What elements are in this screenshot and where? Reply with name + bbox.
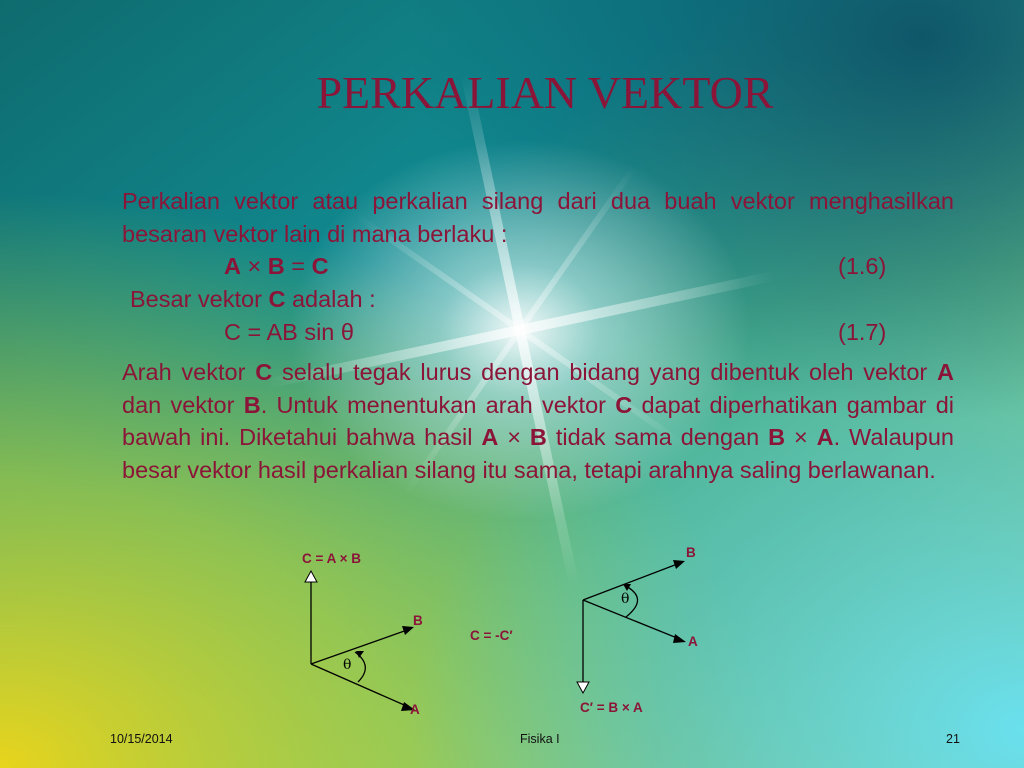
angle-theta-2: θ	[621, 591, 630, 607]
footer-title: Fisika I	[520, 732, 560, 746]
diagram1-a-label: A	[410, 702, 420, 717]
equation-1: A × B = C	[224, 253, 329, 279]
vector-a2-arrowhead	[673, 634, 686, 643]
vector-b2-line	[583, 563, 680, 600]
vector-a2-line	[583, 600, 682, 640]
relation-label: C = -C′	[470, 628, 513, 643]
magnitude-line: Besar vektor C adalah :	[130, 286, 376, 312]
equation-2: C = AB sin θ	[224, 319, 354, 345]
diagram2-c-label: C′ = B × A	[580, 700, 643, 715]
diagram2-a-label: A	[688, 634, 698, 649]
footer-date: 10/15/2014	[110, 732, 173, 746]
vector-c-prime-arrowhead	[577, 682, 589, 693]
equation-2-number: (1.7)	[838, 319, 887, 345]
diagram1-b-label: B	[413, 613, 423, 628]
intro-paragraph: Perkalian vektor atau perkalian silang dari dua buah vektor menghasilkan besaran vektor lain di mana berlaku :	[122, 188, 954, 247]
angle-arc-2-arrowhead	[623, 584, 631, 591]
slide-title: PERKALIAN VEKTOR	[316, 67, 774, 118]
vector-b2-arrowhead	[673, 560, 685, 569]
footer-page-number: 21	[946, 732, 960, 746]
equation-1-number: (1.6)	[838, 253, 887, 279]
diagram1-c-label: C = A × B	[302, 551, 362, 566]
diagram2-b-label: B	[686, 545, 696, 560]
angle-theta-1: θ	[343, 657, 352, 673]
direction-paragraph: Arah vektor C selalu tegak lurus dengan bidang yang dibentuk oleh vektor A dan vektor B. Untuk menentukan arah vektor C dapat diperhatikan gambar di bawah ini. Diketahui bahwa hasil A × B tidak sama dengan B × A. Walaupun besar vektor hasil perkalian silang itu sama, tetapi arahnya saling berlawanan.	[122, 359, 955, 483]
